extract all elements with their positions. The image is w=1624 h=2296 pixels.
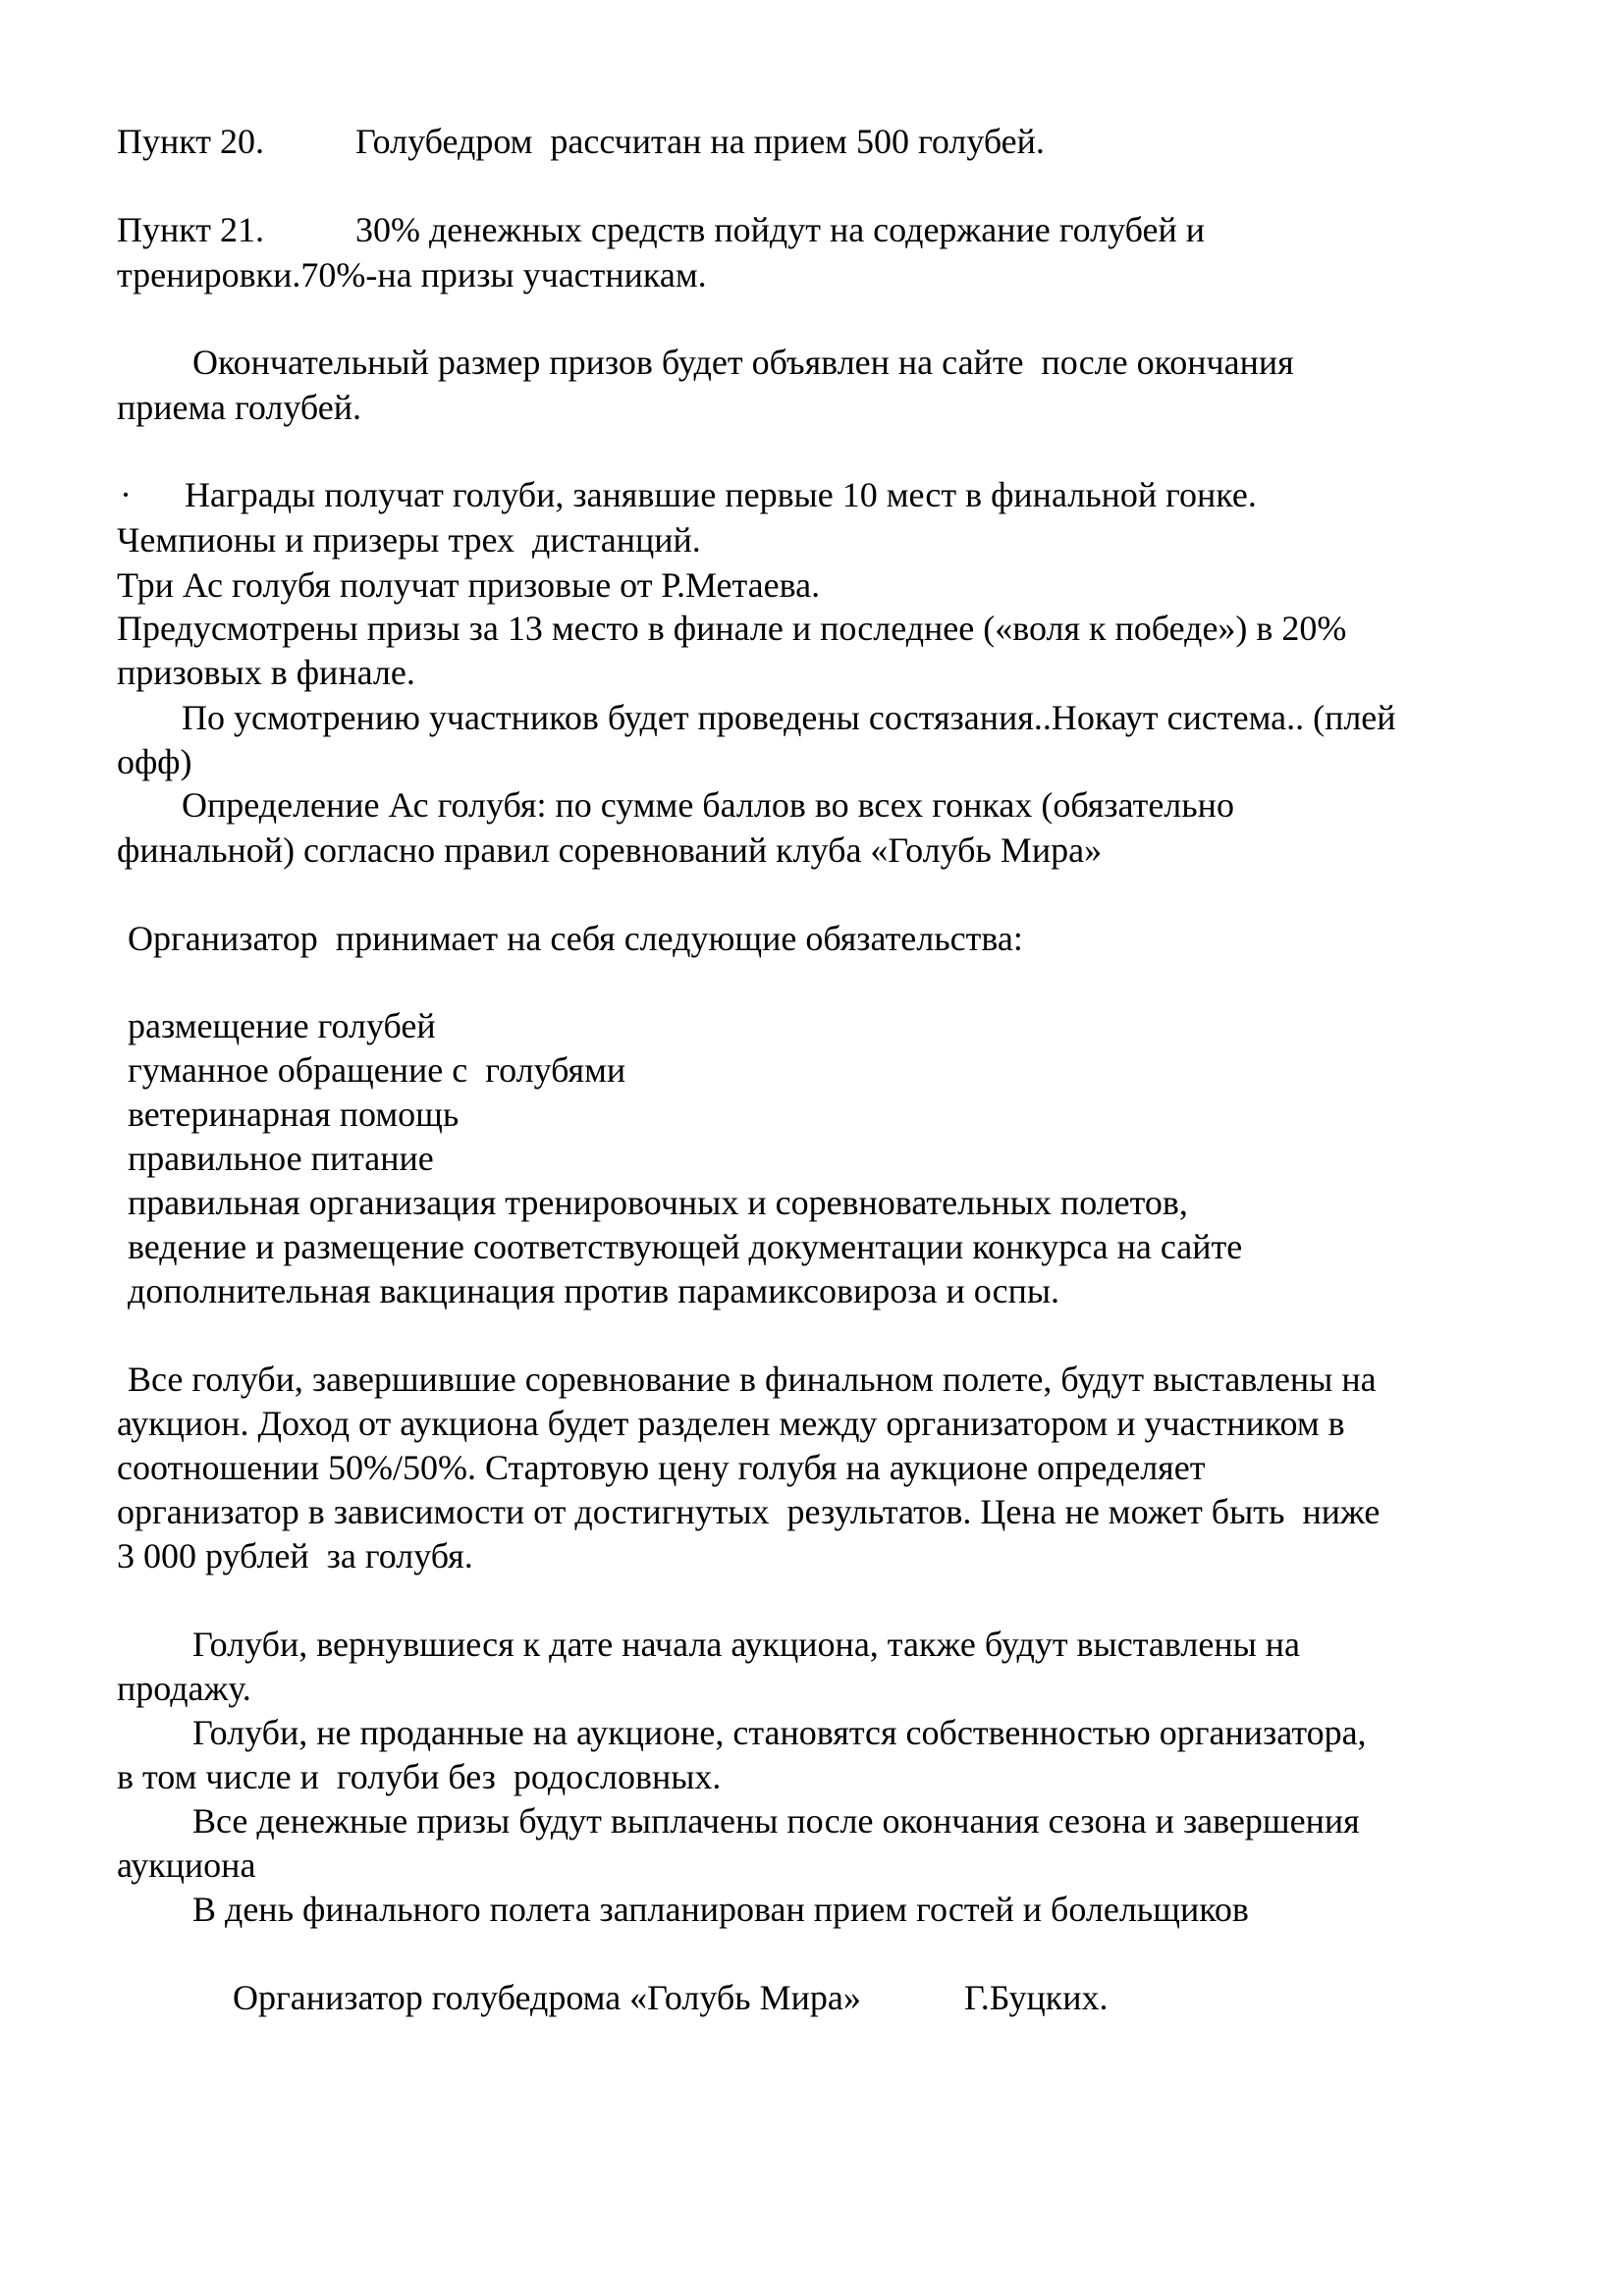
obligation-item: ветеринарная помощь [128,1095,460,1134]
closing-line6: аукциона [117,1845,256,1885]
signature-name: Г.Буцких. [964,1978,1109,2017]
auction-line4: организатор в зависимости от достигнутых результатов. Цена не может быть ниже [117,1492,1380,1531]
closing-line4: в том числе и голуби без родословных. [117,1757,722,1796]
obligation-item: ведение и размещение соответствующей документации конкурса на сайте [128,1227,1243,1266]
obligation-item: правильная организация тренировочных и соревновательных полетов, [128,1183,1188,1222]
item-20-label: Пункт 20. [117,122,265,161]
item-21-text-line2: тренировки.70%-на призы участникам. [117,255,707,294]
obligations-intro: Организатор принимает на себя следующие обязательства: [128,919,1023,958]
awards-line9: финальной) согласно правил соревнований клуба «Голубь Мира» [117,830,1103,870]
closing-line3: Голуби, не проданные на аукционе, становятся собственностью организатора, [192,1713,1367,1752]
obligation-item: гуманное обращение с голубями [128,1050,626,1090]
bullet-glyph: · [120,475,132,514]
awards-line1: Награды получат голуби, занявшие первые 10 мест в финальной гонке. [185,475,1257,514]
auction-line1: Все голуби, завершившие соревнование в финальном полете, будут выставлены на [128,1360,1377,1399]
closing-line2: продажу. [117,1669,251,1708]
closing-line1: Голуби, вернувшиеся к дате начала аукциона, также будут выставлены на [192,1625,1301,1664]
auction-line3: соотношении 50%/50%. Стартовую цену голубя на аукционе определяет [117,1448,1206,1487]
obligation-item: размещение голубей [128,1006,436,1045]
item-20-text: Голубедром рассчитан на прием 500 голубей. [355,122,1045,161]
obligation-item: дополнительная вакцинация против парамиксовироза и оспы. [128,1271,1060,1310]
obligation-item: правильное питание [128,1139,434,1178]
auction-line5: 3 000 рублей за голубя. [117,1536,473,1575]
closing-line5: Все денежные призы будут выплачены после окончания сезона и завершения [192,1801,1360,1841]
awards-line3: Три Ас голубя получат призовые от Р.Метаева. [117,565,821,605]
signature-organizer: Организатор голубедрома «Голубь Мира» [233,1978,861,2017]
final-prizes-line2: приема голубей. [117,388,361,427]
auction-line2: аукцион. Доход от аукциона будет разделен между организатором и участником в [117,1404,1345,1443]
closing-line7: В день финального полета запланирован прием гостей и болельщиков [192,1890,1249,1929]
awards-line8: Определение Ас голубя: по сумме баллов во всех гонках (обязательно [182,785,1234,825]
final-prizes-line1: Окончательный размер призов будет объявлен на сайте после окончания [192,343,1294,382]
awards-line4: Предусмотрены призы за 13 место в финале и последнее («воля к победе») в 20% [117,609,1347,648]
item-21-label: Пункт 21. [117,210,265,249]
awards-line2: Чемпионы и призеры трех дистанций. [117,520,701,560]
item-21-text-line1: 30% денежных средств пойдут на содержание голубей и [355,210,1206,249]
awards-line5: призовых в финале. [117,653,415,692]
awards-line7: офф) [117,742,192,781]
awards-line6: По усмотрению участников будет проведены состязания..Нокаут система.. (плей [182,698,1396,737]
